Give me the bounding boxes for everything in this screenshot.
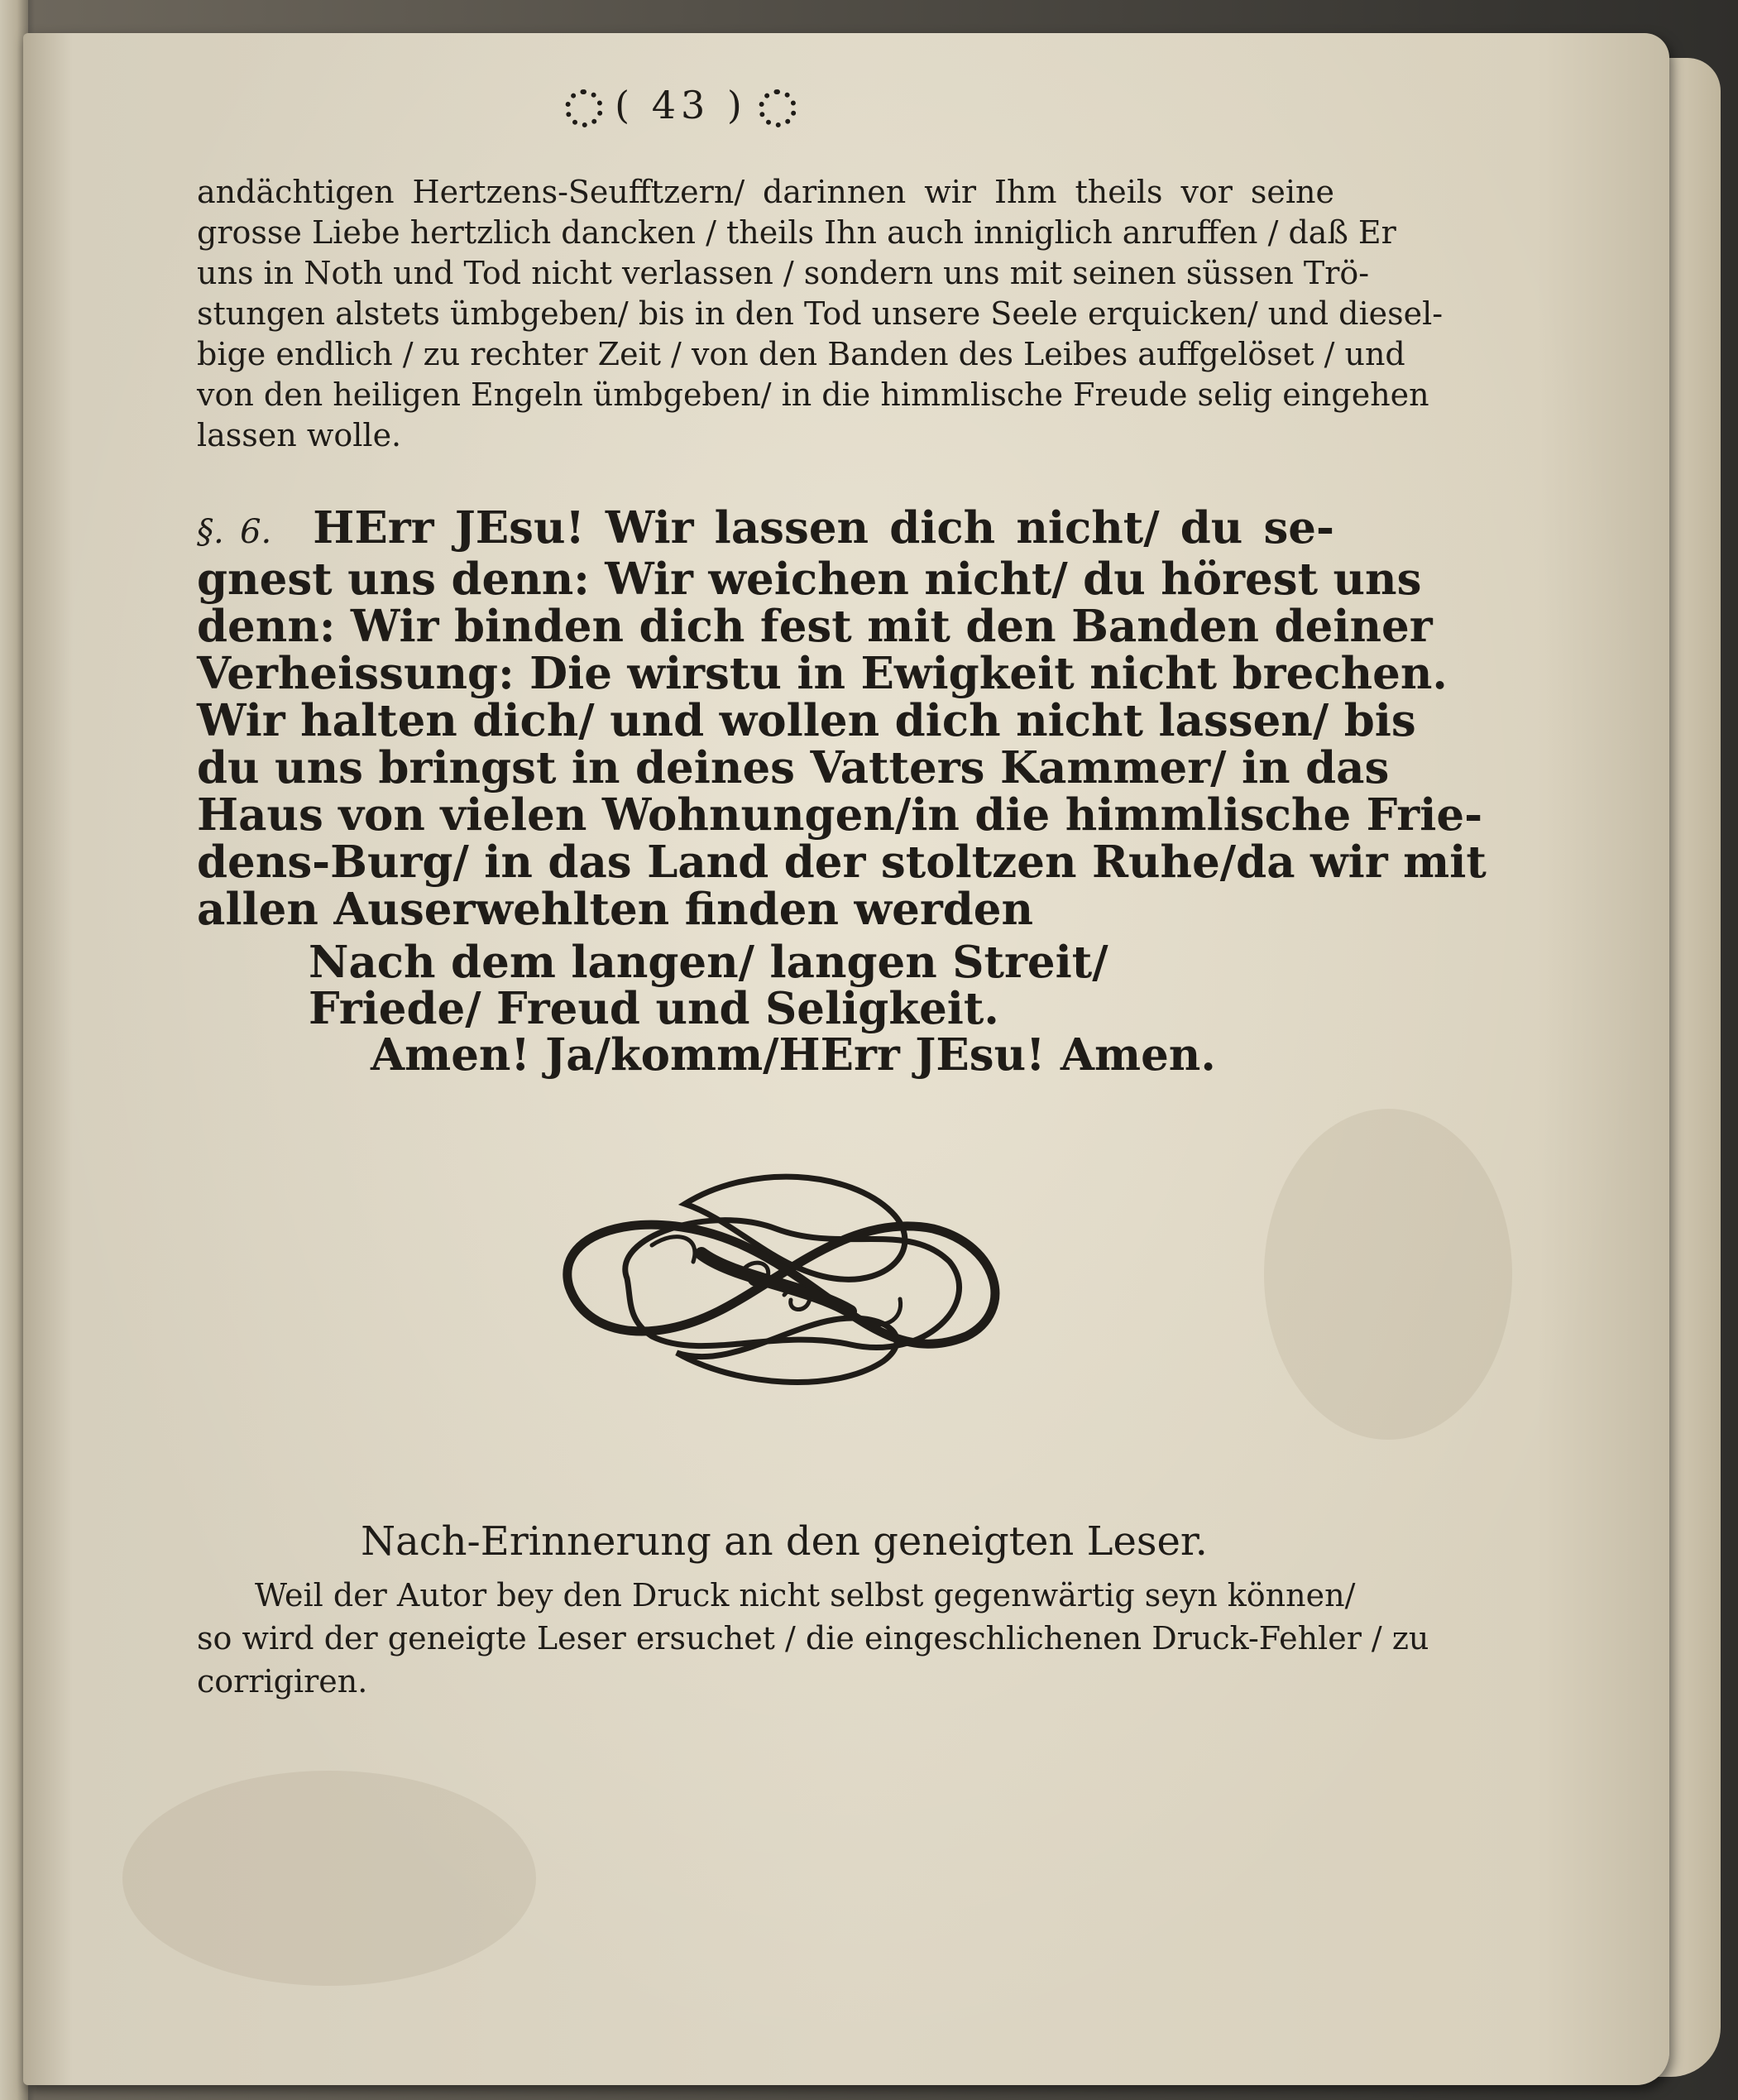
calligraphic-knot-ornament-icon [536,1154,1016,1402]
paper-stain [122,1771,536,1986]
text-line: du uns bringst in deines Vatters Kammer/ in das [197,742,1390,793]
text-line: gnest uns denn: Wir weichen nicht/ du hörest uns [197,554,1422,605]
text-line: grosse Liebe hertzlich dancken / theils Ihn auch inniglich anruffen / daß Er [197,214,1396,251]
section-marker: §. 6. [197,513,272,551]
text-line: dens-Burg/ in das Land der stoltzen Ruhe/da wir mit [197,837,1487,888]
text-line: corrigiren. [197,1663,368,1700]
text-line-content: HErr JEsu! Wir lassen dich nicht/ du se- [313,502,1335,554]
text-line: allen Auserwehlten finden werden [197,884,1034,935]
text-line: Haus von vielen Wohnungen/in die himmlische Frie- [197,789,1483,841]
text-line: bige endlich / zu rechter Zeit / von den Banden des Leibes auffgelöset / und [197,336,1405,372]
verse-line: Friede/ Freud und Seligkeit. [309,983,999,1034]
text-line: lassen wolle. [197,417,402,453]
section-6-paragraph [197,502,1487,935]
text-line: uns in Noth und Tod nicht verlassen / sondern uns mit seinen süssen Trö- [197,255,1370,291]
text-line: Wir halten dich/ und wollen dich nicht lassen/ bis [197,695,1416,746]
text-line: Verheissung: Die wirstu in Ewigkeit nicht brechen. [197,648,1448,699]
note-title: Nach-Erinnerung an den geneigten Leser. [361,1518,1208,1565]
verse-line: Amen! Ja/komm/HErr JEsu! Amen. [371,1029,1216,1081]
text-line: so wird der geneigte Leser ersuchet / die eingeschlichenen Druck-Fehler / zu [197,1620,1429,1657]
text-line: andächtigen Hertzens-Seufftzern/ darinnen wir Ihm theils vor seine [197,174,1334,210]
document-page [23,33,1669,2085]
rosette-ornament-icon [565,89,603,127]
text-line: stungen alstets ümbgeben/ bis in den Tod unsere Seele erquicken/ und diesel- [197,295,1444,332]
verse-line: Nach dem langen/ langen Streit/ [309,937,1108,988]
prayer-end-paragraph [197,172,1444,456]
page-number: ( 43 ) [615,83,747,127]
page-header [23,83,1338,127]
paper-stain [1264,1109,1512,1440]
text-line [197,502,1335,556]
rosette-ornament-icon [759,89,797,127]
text-line: von den heiligen Engeln ümbgeben/ in die himmlische Freude selig eingehen [197,376,1429,413]
note-paragraph [197,1574,1429,1703]
text-line: denn: Wir binden dich fest mit den Banden deiner [197,601,1433,652]
text-line: Weil der Autor bey den Druck nicht selbst gegenwärtig seyn können/ [255,1577,1356,1613]
